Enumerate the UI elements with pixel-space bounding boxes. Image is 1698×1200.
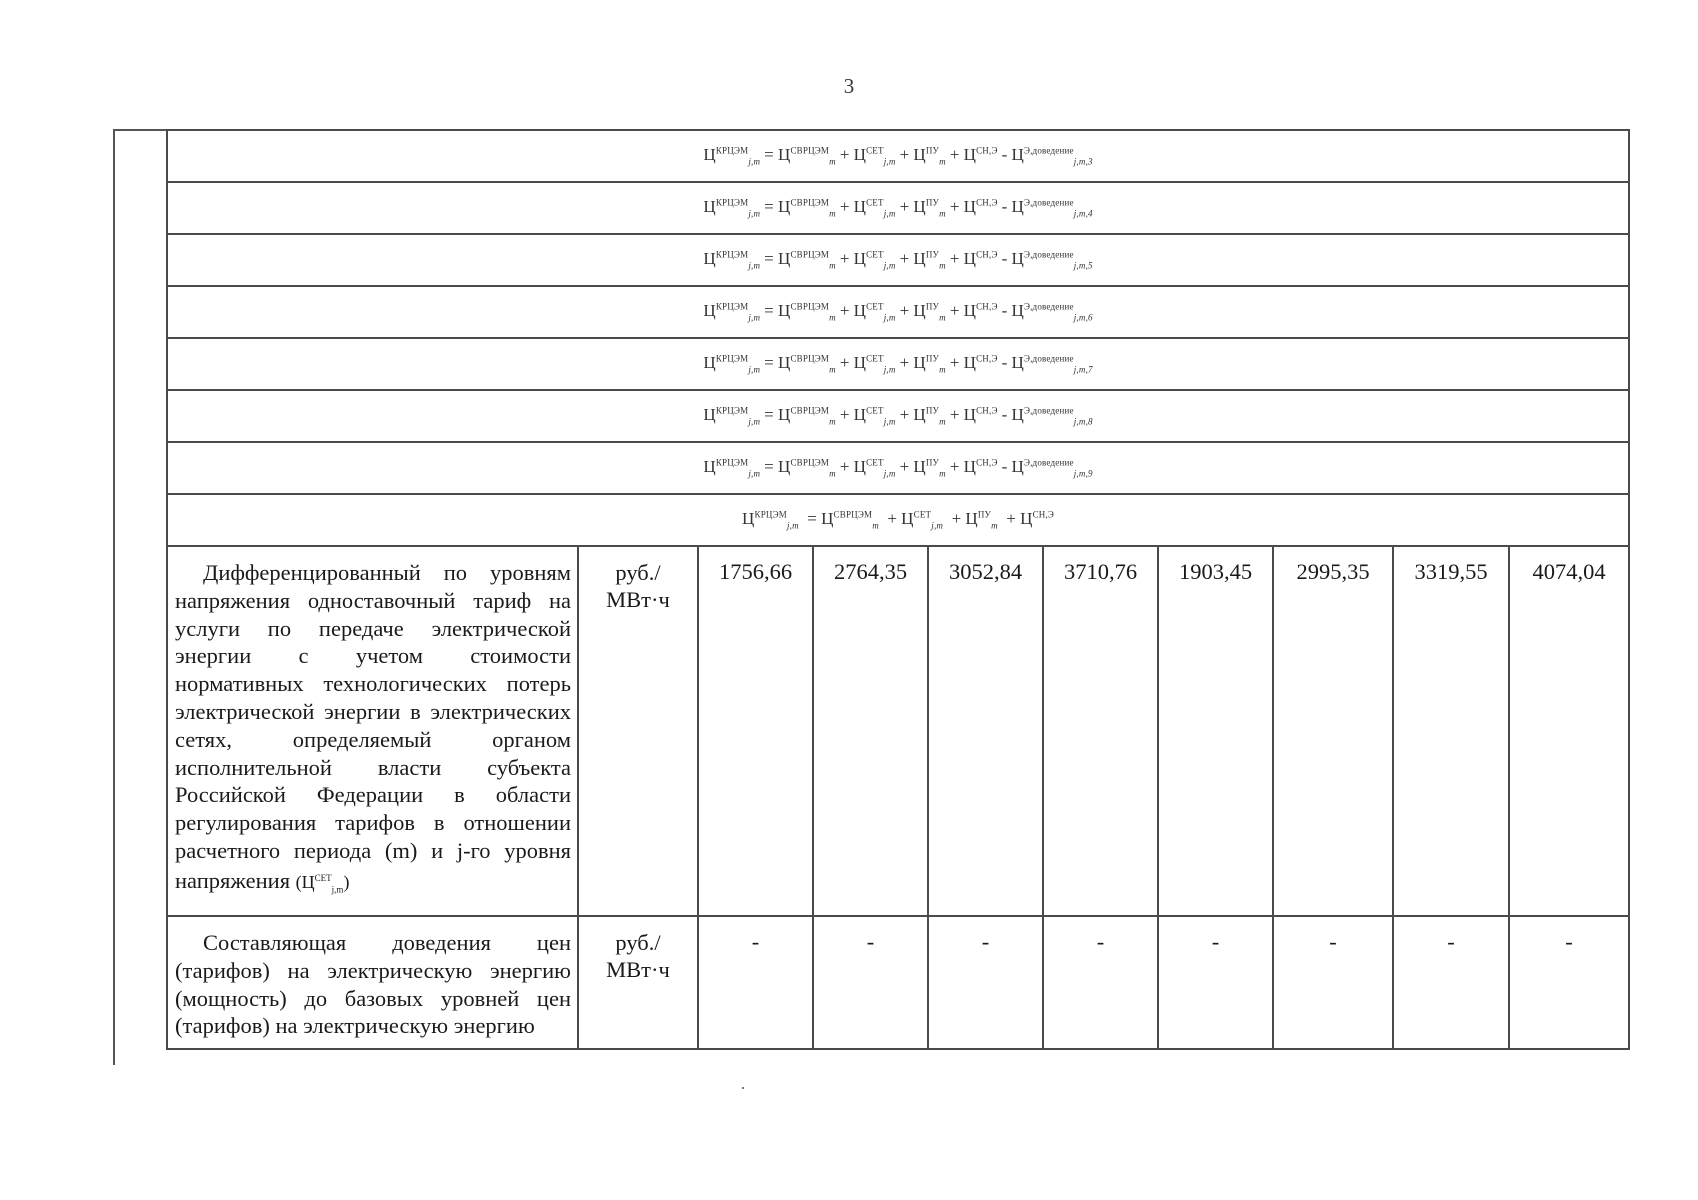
tariff-row xyxy=(167,546,1629,916)
component-unit: руб./ МВт·ч xyxy=(578,916,698,1049)
formula-row xyxy=(167,182,1629,234)
formula: $Ц^{КРЦЭМ}_{j,m} = Ц^{СВРЦЭМ}_m + Ц^{СЕТ}_{j,m} + Ц^{ПУ}_m + Ц^{СН,Э} - Ц^{Э,доведение}_{j,m,7}$ xyxy=(703,353,1093,375)
page-number: 3 xyxy=(843,74,855,98)
final-formula-row xyxy=(167,494,1629,546)
formula-cell xyxy=(167,130,1629,182)
tariff-symbol: $(Ц^{СЕТ}_{j,m})$ xyxy=(295,871,350,895)
tariff-value: 3710,76 xyxy=(1043,546,1158,916)
component-value: - xyxy=(928,916,1043,1049)
formula-row xyxy=(167,130,1629,182)
formula-cell xyxy=(167,182,1629,234)
component-value: - xyxy=(813,916,928,1049)
formula-cell xyxy=(167,234,1629,286)
scan-dot xyxy=(742,1087,744,1089)
tariff-unit: руб./ МВт·ч xyxy=(578,546,698,916)
formula-cell xyxy=(167,442,1629,494)
tariff-description: Дифференцированный по уровням напряжения одноставочный тариф на услуги по передаче электрической энергии с учетом стоимости нормативных технологических потерь электрической энергии в электрических сетях, определяемый органом исполнительной власти субъекта Российской Федерации в области регулирования тарифов в отношении расчетного периода (m) и j-го уровня напряжения $(Ц^{СЕТ}_{j,m})$ xyxy=(167,546,578,916)
component-description: Составляющая доведения цен (тарифов) на электрическую энергию (мощность) до базовых уровней цен (тарифов) на электрическую энергию xyxy=(167,916,578,1049)
formula-row xyxy=(167,338,1629,390)
formula-cell xyxy=(167,390,1629,442)
formula: $Ц^{КРЦЭМ}_{j,m} = Ц^{СВРЦЭМ}_m + Ц^{СЕТ}_{j,m} + Ц^{ПУ}_m + Ц^{СН,Э} - Ц^{Э,доведение}_{j,m,4}$ xyxy=(703,197,1093,219)
formula: $Ц^{КРЦЭМ}_{j,m} = Ц^{СВРЦЭМ}_m + Ц^{СЕТ}_{j,m} + Ц^{ПУ}_m + Ц^{СН,Э} - Ц^{Э,доведение}_{j,m,9}$ xyxy=(703,457,1093,479)
formula-row xyxy=(167,286,1629,338)
component-value: - xyxy=(698,916,813,1049)
tariff-value: 2995,35 xyxy=(1273,546,1393,916)
formula: $Ц^{КРЦЭМ}_{j,m} = Ц^{СВРЦЭМ}_m + Ц^{СЕТ}_{j,m} + Ц^{ПУ}_m + Ц^{СН,Э} - Ц^{Э,доведение}_{j,m,3}$ xyxy=(703,145,1093,167)
formula-row xyxy=(167,390,1629,442)
component-value: - xyxy=(1043,916,1158,1049)
tariff-table xyxy=(166,129,1630,1050)
component-value: - xyxy=(1509,916,1629,1049)
tariff-value: 2764,35 xyxy=(813,546,928,916)
tariff-value: 3319,55 xyxy=(1393,546,1509,916)
component-value: - xyxy=(1273,916,1393,1049)
component-row xyxy=(167,916,1629,1049)
formula: $Ц^{КРЦЭМ}_{j,m} = Ц^{СВРЦЭМ}_m + Ц^{СЕТ}_{j,m} + Ц^{ПУ}_m + Ц^{СН,Э}$ xyxy=(742,509,1055,531)
formula-rows xyxy=(167,130,1629,494)
formula-row xyxy=(167,234,1629,286)
table-top-border xyxy=(113,129,168,131)
tariff-value: 3052,84 xyxy=(928,546,1043,916)
formula-row xyxy=(167,442,1629,494)
formula: $Ц^{КРЦЭМ}_{j,m} = Ц^{СВРЦЭМ}_m + Ц^{СЕТ}_{j,m} + Ц^{ПУ}_m + Ц^{СН,Э} - Ц^{Э,доведение}_{j,m,5}$ xyxy=(703,249,1093,271)
formula-cell xyxy=(167,286,1629,338)
formula: $Ц^{КРЦЭМ}_{j,m} = Ц^{СВРЦЭМ}_m + Ц^{СЕТ}_{j,m} + Ц^{ПУ}_m + Ц^{СН,Э} - Ц^{Э,доведение}_{j,m,8}$ xyxy=(703,405,1093,427)
formula-cell xyxy=(167,494,1629,546)
component-value: - xyxy=(1393,916,1509,1049)
component-value: - xyxy=(1158,916,1273,1049)
tariff-value: 1903,45 xyxy=(1158,546,1273,916)
tariff-value: 1756,66 xyxy=(698,546,813,916)
formula: $Ц^{КРЦЭМ}_{j,m} = Ц^{СВРЦЭМ}_m + Ц^{СЕТ}_{j,m} + Ц^{ПУ}_m + Ц^{СН,Э} - Ц^{Э,доведение}_{j,m,6}$ xyxy=(703,301,1093,323)
formula-cell xyxy=(167,338,1629,390)
table-left-border xyxy=(113,129,115,1065)
tariff-value: 4074,04 xyxy=(1509,546,1629,916)
